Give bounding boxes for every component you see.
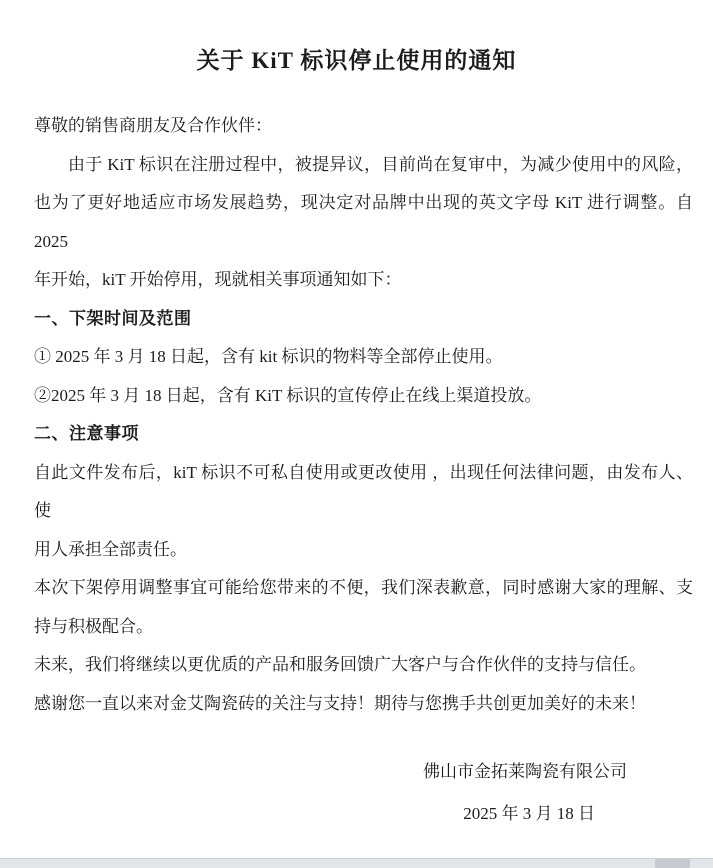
signature-date: 2025 年 3 月 18 日 [463,803,595,823]
section1-item-1: ① 2025 年 3 月 18 日起，含有 kit 标识的物料等全部停止使用。 [34,347,503,366]
text-line: 本次下架停用调整事宜可能给您带来的不便，我们深表歉意，同时感谢大家的理解、支 [34,578,693,597]
text-line: 持与积极配合。 [34,616,153,636]
salutation-line: 尊敬的销售商朋友及合作伙伴： [34,116,272,135]
horizontal-scrollbar-track[interactable] [0,858,713,868]
scrollbar-thumb[interactable] [655,859,690,868]
section2-paragraph [34,454,693,570]
apology-paragraph [34,569,693,646]
document-body [34,107,693,833]
signature-block [34,753,693,833]
section1-item-2: ②2025 年 3 月 18 日起，含有 KiT 标识的宣传停止在线上渠道投放。 [34,385,542,405]
thanks-line: 感谢您一直以来对金艾陶瓷砖的关注与支持！期待与您携手共创更加美好的未来！ [34,693,646,713]
text-line: 自此文件发布后，kiT 标识不可私自使用或更改使用 ，出现任何法律问题，由发布人、使 [34,462,693,520]
section1-heading: 一、下架时间及范围 [34,308,192,328]
text-line: 也为了更好地适应市场发展趋势，现决定对品牌中出现的英文字母 KiT 进行调整。自 2025 [34,193,693,251]
text-line: 由于 KiT 标识在注册过程中，被提异议，目前尚在复审中，为减少使用中的风险， [68,154,693,174]
text-line: 用人承担全部责任。 [34,539,187,559]
intro-paragraph [34,146,693,300]
signature-company-name: 佛山市金拓莱陶瓷有限公司 [423,762,627,781]
future-commitment-line: 未来，我们将继续以更优质的产品和服务回馈广大客户与合作伙伴的支持与信任。 [34,655,646,674]
text-line: 年开始，kiT 开始停用，现就相关事项通知如下： [34,270,402,289]
section2-heading: 二、注意事项 [34,424,139,443]
document-title: 关于 KiT 标识停止使用的通知 [196,48,517,73]
